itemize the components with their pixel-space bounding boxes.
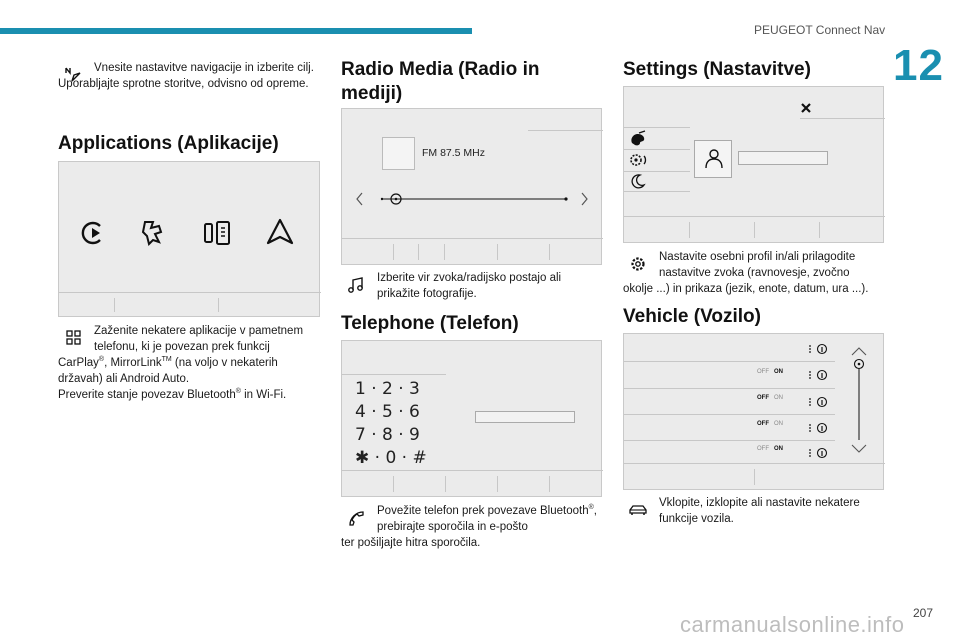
dial-row-2[interactable]: 4 · 5 · 6 [355, 402, 420, 422]
settings-text-indent: Nastavite osebni profil in/ali prilagodite nastavitve zvoka (ravnovesje, zvočno [659, 251, 856, 279]
radio-frequency[interactable]: FM 87.5 MHz [422, 147, 486, 159]
toggle-off-label: OFF [757, 369, 769, 375]
phone-text-rest: ter pošiljajte hitra sporočila. [341, 537, 481, 549]
toggle-on-label: ON [774, 369, 784, 375]
nav-text-rest: Uporabljajte sprotne storitve, odvisno od opreme. [58, 78, 309, 90]
radio-text: Izberite vir zvoka/radijsko postajo ali prikažite fotografije. [377, 272, 562, 300]
toggle-on-label: ON [774, 395, 784, 401]
profile-name-field[interactable] [738, 151, 828, 165]
apps-text-mirrorlink: , MirrorLink [104, 357, 162, 369]
chapter-number: 12 [893, 41, 944, 90]
radio-screen [341, 108, 602, 265]
toggle-row-2[interactable] [757, 369, 783, 375]
dial-row-3[interactable]: 7 · 8 · 9 [355, 425, 420, 445]
settings-title: Settings (Nastavitve) [623, 59, 811, 80]
telephone-screen [341, 340, 602, 497]
toggle-on-label: ON [774, 446, 784, 452]
vehicle-text: Vklopite, izklopite ali nastavite nekatere funkcije vozila. [659, 497, 860, 525]
vehicle-screen [623, 333, 884, 490]
phone-text-b: , prebirajte sporočila in e-pošto [377, 505, 597, 533]
nav-text-indent: Vnesite nastavitve navigacije in izberite cilj. [94, 62, 314, 74]
trademark-mark: TM [161, 356, 172, 364]
settings-screen [623, 86, 884, 243]
nav-paragraph [58, 60, 320, 92]
toggle-row-3[interactable] [757, 395, 783, 401]
phone-number-display[interactable] [475, 411, 575, 423]
telephone-title: Telephone (Telefon) [341, 313, 519, 334]
palette-icon[interactable] [629, 131, 647, 147]
registered-mark: ® [235, 388, 241, 396]
radio-paragraph [341, 270, 603, 302]
page-number: 207 [913, 606, 934, 620]
apps-paragraph [58, 323, 320, 403]
registered-mark: ® [98, 356, 105, 364]
dial-row-4[interactable]: ✱ · 0 · # [355, 448, 427, 468]
apps-text-availability: (na voljo v nekaterih [171, 357, 278, 369]
toggle-row-5[interactable] [757, 446, 783, 452]
toggle-off-label: OFF [757, 446, 769, 452]
audio-settings-icon[interactable] [628, 151, 650, 169]
user-profile-icon [704, 148, 724, 170]
apps-text-check: Preverite stanje povezav Bluetooth [58, 389, 236, 401]
header-title: PEUGEOT Connect Nav [754, 23, 886, 37]
phone-text-a: Povežite telefon prek povezave Bluetooth [377, 505, 589, 517]
radio-media-title [341, 58, 539, 106]
night-mode-icon[interactable] [630, 173, 646, 189]
watermark: carmanualsonline.info [680, 612, 905, 637]
mirrorlink-icon [203, 220, 233, 246]
phone-paragraph [341, 503, 603, 551]
carplay-icon [81, 220, 107, 246]
apps-text-indent: Zaženite nekatere aplikacije v pametnem telefonu, ki je povezan prek funkcij [94, 325, 304, 353]
close-icon[interactable] [800, 102, 812, 114]
settings-paragraph [623, 249, 885, 297]
toggle-off-label: OFF [757, 395, 769, 401]
registered-mark: ® [588, 504, 594, 512]
dial-row-1[interactable]: 1 · 2 · 3 [355, 379, 420, 399]
applications-title: Applications (Aplikacije) [58, 133, 279, 154]
applications-screen [58, 161, 320, 317]
radio-title-line2: mediji) [341, 83, 403, 104]
toggle-on-label: ON [774, 421, 784, 427]
header-accent-bar [0, 28, 472, 34]
apps-text-android: državah) ali Android Auto. [58, 373, 190, 385]
album-art-placeholder [382, 137, 415, 170]
vertical-scroll-slider[interactable] [850, 346, 868, 454]
vehicle-paragraph [623, 495, 885, 527]
radio-title-line1: Radio Media (Radio in [341, 59, 540, 80]
settings-text-rest: okolje ...) in prikaza (jezik, enote, datum, ura ...). [623, 283, 869, 295]
toggle-row-4[interactable] [757, 421, 783, 427]
peugeot-lion-icon [139, 218, 167, 246]
apps-text-carplay: CarPlay [58, 357, 99, 369]
vehicle-row-icons [806, 342, 830, 462]
android-auto-icon [265, 218, 295, 246]
radio-seek-slider[interactable] [356, 189, 588, 209]
apps-text-wifi: in Wi-Fi. [240, 389, 287, 401]
vehicle-title: Vehicle (Vozilo) [623, 306, 761, 327]
toggle-off-label: OFF [757, 421, 769, 427]
profile-avatar[interactable] [694, 140, 732, 178]
